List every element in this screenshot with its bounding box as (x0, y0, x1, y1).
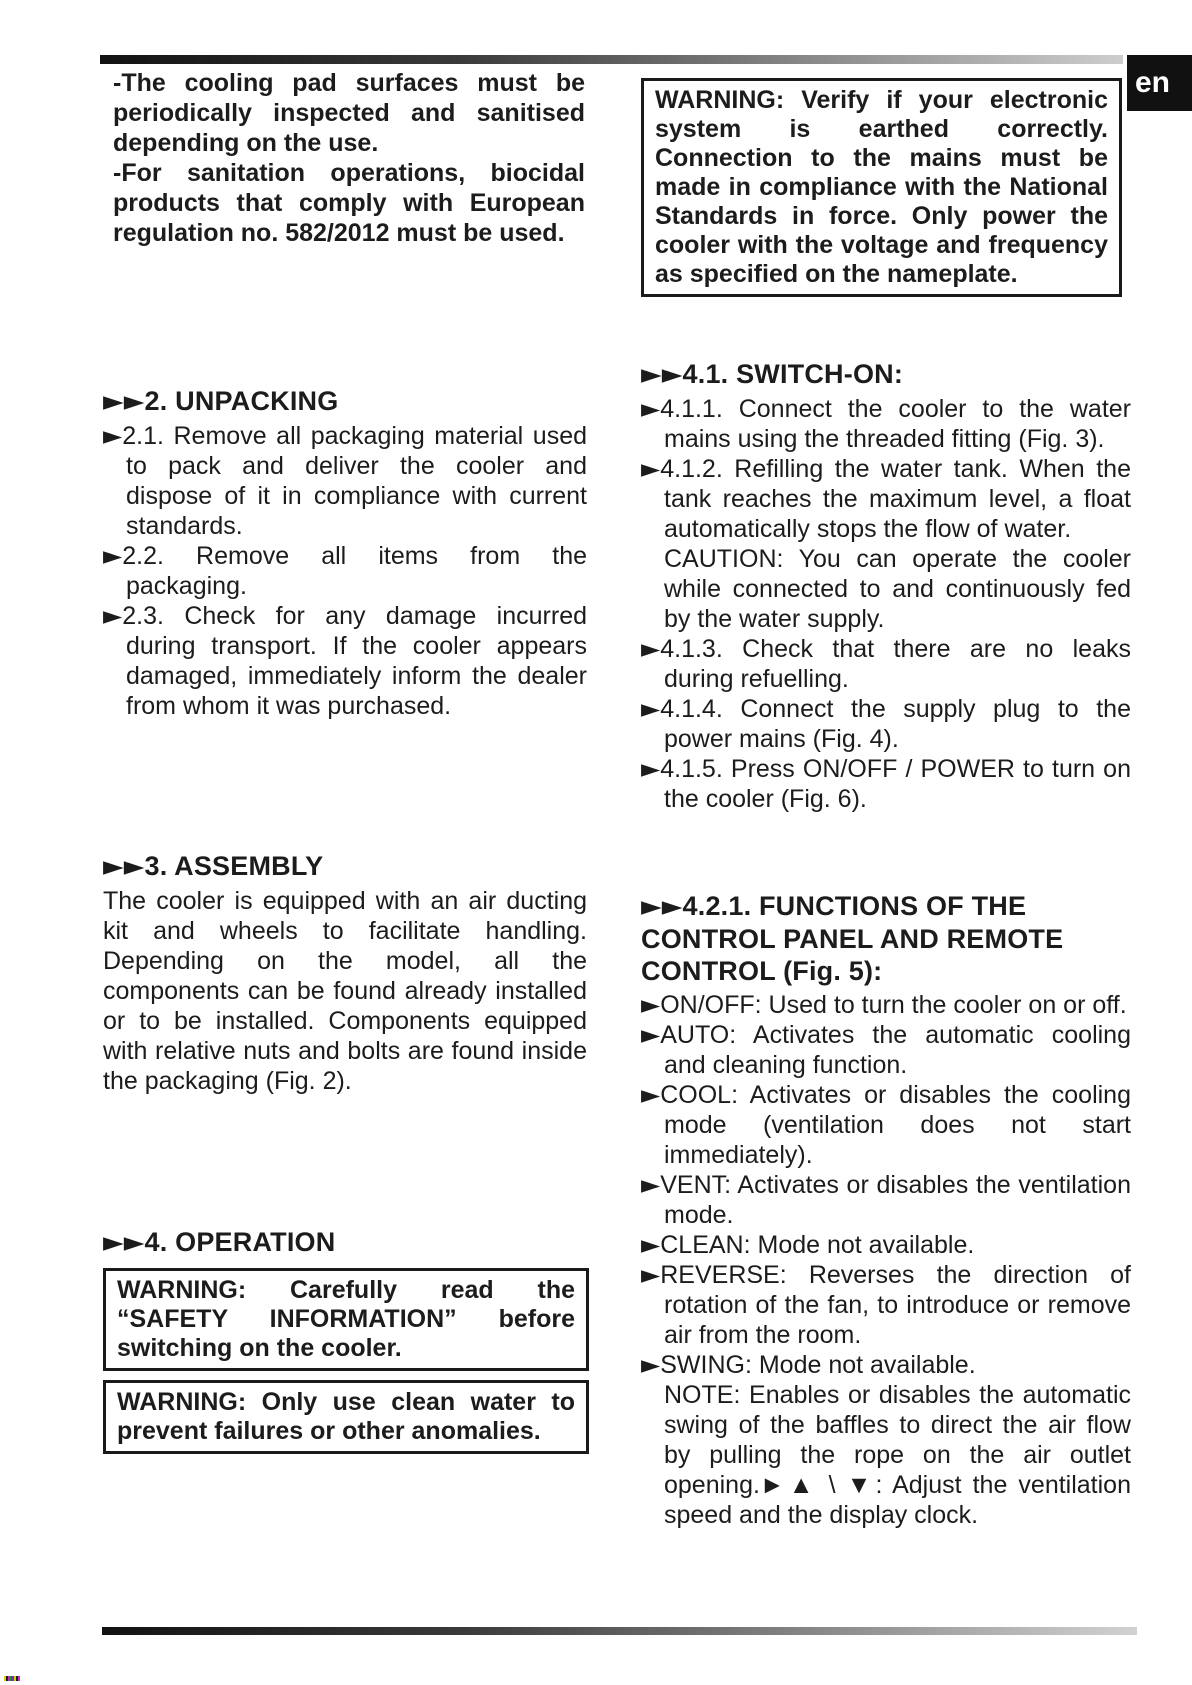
print-registration-mark (4, 1676, 20, 1681)
list-item-cool (641, 1080, 1131, 1170)
item-marker-icon: ► (641, 394, 661, 423)
section-unpacking (103, 385, 587, 721)
list-item-4-1-1 (641, 394, 1131, 454)
item-marker-icon: ► (641, 1080, 661, 1109)
heading-marker-icon: ►► (103, 851, 145, 882)
warning-box-earthing: WARNING: Verify if your electronic system is earthed correctly. Connection to the mains must be made in compliance with the National Standards in force. Only power the cooler with the voltage and frequency as specified on the nameplate. (641, 78, 1122, 297)
section-control-panel-functions (641, 890, 1131, 1530)
section-functions-title: 4.2.1. FUNCTIONS OF THE CONTROL PANEL AND REMOTE CONTROL (Fig. 5): (641, 891, 1064, 986)
item-marker-icon: ► (641, 634, 661, 663)
item-marker-icon: ► (641, 1350, 661, 1379)
list-item-4-1-4 (641, 694, 1131, 754)
warning-box-clean-water: WARNING: Only use clean water to prevent failures or other anomalies. (103, 1380, 589, 1454)
bottom-gradient-bar (102, 1627, 1137, 1635)
item-marker-icon: ► (103, 541, 123, 570)
list-item-swing (641, 1350, 1131, 1380)
language-tab-label: en (1135, 66, 1171, 99)
list-item-swing-note: NOTE: Enables or disables the automatic swing of the baffles to direct the air flow by pulling the rope on the air outlet opening.►▲ \ ▼: Adjust the ventilation speed and the display clock. (664, 1381, 1131, 1529)
list-item-auto (641, 1020, 1131, 1080)
heading-marker-icon: ►► (103, 1227, 145, 1258)
warning-box-safety-information: WARNING: Carefully read the “SAFETY INFORMATION” before switching on the cooler. (103, 1268, 589, 1371)
list-item-on-off (641, 990, 1131, 1020)
heading-marker-icon: ►► (641, 359, 683, 390)
list-item-4-1-3 (641, 634, 1131, 694)
list-item-clean (641, 1230, 1131, 1260)
section-assembly-heading (103, 850, 587, 883)
heading-marker-icon: ►► (641, 891, 683, 922)
language-tab (1127, 55, 1192, 111)
list-item-4-1-5-text: 4.1.5. Press ON/OFF / POWER to turn on the cooler (Fig. 6). (660, 755, 1131, 813)
section-functions-heading (641, 890, 1131, 987)
section-switch-on-heading (641, 358, 1131, 391)
list-item-2-2-text: 2.2. Remove all items from the packaging. (122, 542, 587, 600)
list-item-reverse (641, 1260, 1131, 1350)
list-item-auto-text: AUTO: Activates the automatic cooling and cleaning function. (660, 1021, 1131, 1079)
item-marker-icon: ► (103, 421, 123, 450)
list-item-vent-text: VENT: Activates or disables the ventilation mode. (660, 1171, 1131, 1229)
list-item-reverse-text: REVERSE: Reverses the direction of rotation of the fan, to introduce or remove air from the room. (660, 1261, 1131, 1349)
section-operation-title: 4. OPERATION (144, 1227, 336, 1257)
section-unpacking-title: 2. UNPACKING (144, 386, 339, 416)
heading-marker-icon: ►► (103, 386, 145, 417)
list-item-4-1-2 (641, 454, 1131, 544)
item-marker-icon: ► (641, 694, 661, 723)
section-assembly-body: The cooler is equipped with an air ducting kit and wheels to facilitate handling. Depending on the model, all the components can be found already installed or to be installed. Components equipped with relative nuts and bolts are found inside the packaging (Fig. 2). (103, 887, 587, 1095)
list-item-on-off-text: ON/OFF: Used to turn the cooler on or off. (660, 991, 1127, 1019)
list-item-2-2 (103, 541, 587, 601)
list-item-4-1-5 (641, 754, 1131, 814)
list-item-vent (641, 1170, 1131, 1230)
section-switch-on-title: 4.1. SWITCH-ON: (682, 359, 904, 389)
top-gradient-bar (100, 55, 1123, 64)
section-assembly (103, 850, 587, 1096)
item-marker-icon: ► (641, 990, 661, 1019)
list-item-2-1 (103, 421, 587, 541)
list-item-4-1-4-text: 4.1.4. Connect the supply plug to the power mains (Fig. 4). (660, 695, 1131, 753)
list-item-2-1-text: 2.1. Remove all packaging material used to pack and deliver the cooler and dispose of it in compliance with current standards. (122, 422, 587, 540)
list-item-cool-text: COOL: Activates or disables the cooling mode (ventilation does not start immediately). (660, 1081, 1131, 1169)
item-marker-icon: ► (641, 754, 661, 783)
intro-paragraph-cooling-pads: -The cooling pad surfaces must be periodically inspected and sanitised depending on the use. (113, 69, 585, 157)
item-marker-icon: ► (641, 1020, 661, 1049)
section-operation-heading (103, 1226, 589, 1259)
item-marker-icon: ► (641, 1260, 661, 1289)
list-item-4-1-2-caution: CAUTION: You can operate the cooler while connected to and continuously fed by the water supply. (664, 545, 1131, 633)
intro-paragraph-sanitation: -For sanitation operations, biocidal products that comply with European regulation no. 582/2012 must be used. (113, 159, 585, 247)
section-unpacking-heading (103, 385, 587, 418)
list-item-4-1-1-text: 4.1.1. Connect the cooler to the water mains using the threaded fitting (Fig. 3). (660, 395, 1131, 453)
section-assembly-title: 3. ASSEMBLY (144, 851, 324, 881)
item-marker-icon: ► (103, 601, 123, 630)
item-marker-icon: ► (641, 454, 661, 483)
intro-paragraphs (113, 68, 585, 248)
list-item-2-3 (103, 601, 587, 721)
section-switch-on (641, 358, 1131, 814)
list-item-swing-text: SWING: Mode not available. (660, 1351, 976, 1379)
item-marker-icon: ► (641, 1230, 661, 1259)
list-item-4-1-3-text: 4.1.3. Check that there are no leaks during refuelling. (660, 635, 1131, 693)
list-item-clean-text: CLEAN: Mode not available. (660, 1231, 975, 1259)
list-item-2-3-text: 2.3. Check for any damage incurred during transport. If the cooler appears damaged, immediately inform the dealer from whom it was purchased. (122, 602, 587, 720)
list-item-4-1-2-text: 4.1.2. Refilling the water tank. When the tank reaches the maximum level, a float automatically stops the flow of water. (660, 455, 1131, 543)
item-marker-icon: ► (641, 1170, 661, 1199)
section-operation (103, 1226, 589, 1454)
